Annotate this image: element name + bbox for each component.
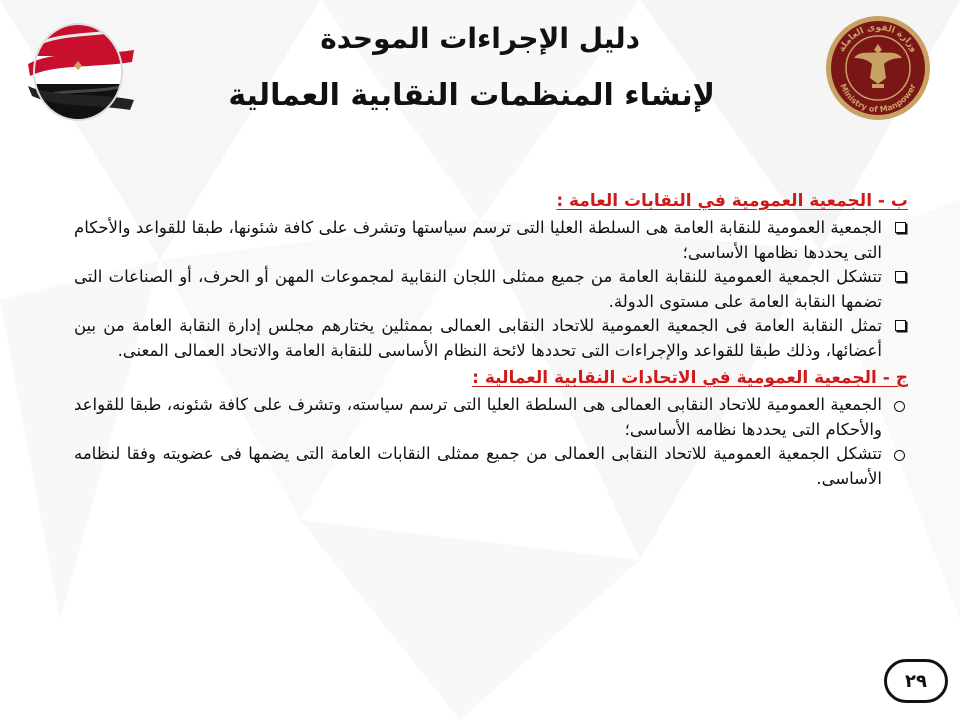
list-item [74,314,908,363]
checkbox-bullet-icon [895,320,906,331]
list-item [74,442,908,491]
circle-bullet-icon [894,450,905,461]
document-header [0,0,960,140]
list-item-text: الجمعية العمومية للاتحاد النقابى العمالى هى السلطة العليا التى ترسم سياسته، وتشرف على كافة شئونه، طبقا للقواعد والأحكام التى يحددها نظامه الأساسى؛ [74,395,882,439]
section-heading: ج - الجمعية العمومية في الاتحادات النقابية العمالية : [472,368,908,388]
section-heading: ب - الجمعية العمومية في النقابات العامة : [556,191,908,211]
section-items-list [74,216,908,363]
list-item [74,393,908,442]
document-title-line-2: لإنشاء المنظمات النقابية العمالية [228,78,715,113]
section-items-list [74,393,908,491]
page-number-badge [884,659,948,703]
section-general-assembly-unions [74,190,908,363]
seal-english-text: Ministry of Manpower [838,82,918,115]
list-item [74,265,908,314]
section-general-assembly-federations [74,367,908,491]
checkbox-bullet-icon [895,222,906,233]
checkbox-bullet-icon [895,271,906,282]
circle-bullet-icon [894,401,905,412]
document-title-line-1: دليل الإجراءات الموحدة [320,22,640,55]
ministry-seal-logo [824,14,932,122]
document-body [74,190,908,491]
egypt-flag-ribbon-icon [24,16,136,124]
list-item-text: تتشكل الجمعية العمومية للنقابة العامة من جميع ممثلى اللجان النقابية لمجموعات المهن أو الحرف، أو الصناعات التى تضمها النقابة العامة على مستوى الدولة. [74,267,882,311]
list-item-text: الجمعية العمومية للنقابة العامة هى السلطة العليا التى ترسم سياستها وتشرف على كافة شئونها، طبقا للقواعد والأحكام التى يحددها نظامها الأساسى؛ [74,218,882,262]
list-item [74,216,908,265]
list-item-text: تتشكل الجمعية العمومية للاتحاد النقابى العمالى من جميع ممثلى النقابات العامة التى يضمها فى عضويته وفقا لنظامه الأساسى. [74,444,882,488]
page-number: ٢٩ [905,670,927,692]
list-item-text: تمثل النقابة العامة فى الجمعية العمومية للاتحاد النقابى العمالى بممثلين يختارهم مجلس إدارة النقابة العامة من بين أعضائها، وذلك طبقا للقواعد والإجراءات التى تحددها لائحة النظام الأساسى للنقابة العامة والاتحاد العمالى المعنى. [74,316,882,360]
seal-arabic-text: وزارة القوى العاملة [837,22,919,54]
